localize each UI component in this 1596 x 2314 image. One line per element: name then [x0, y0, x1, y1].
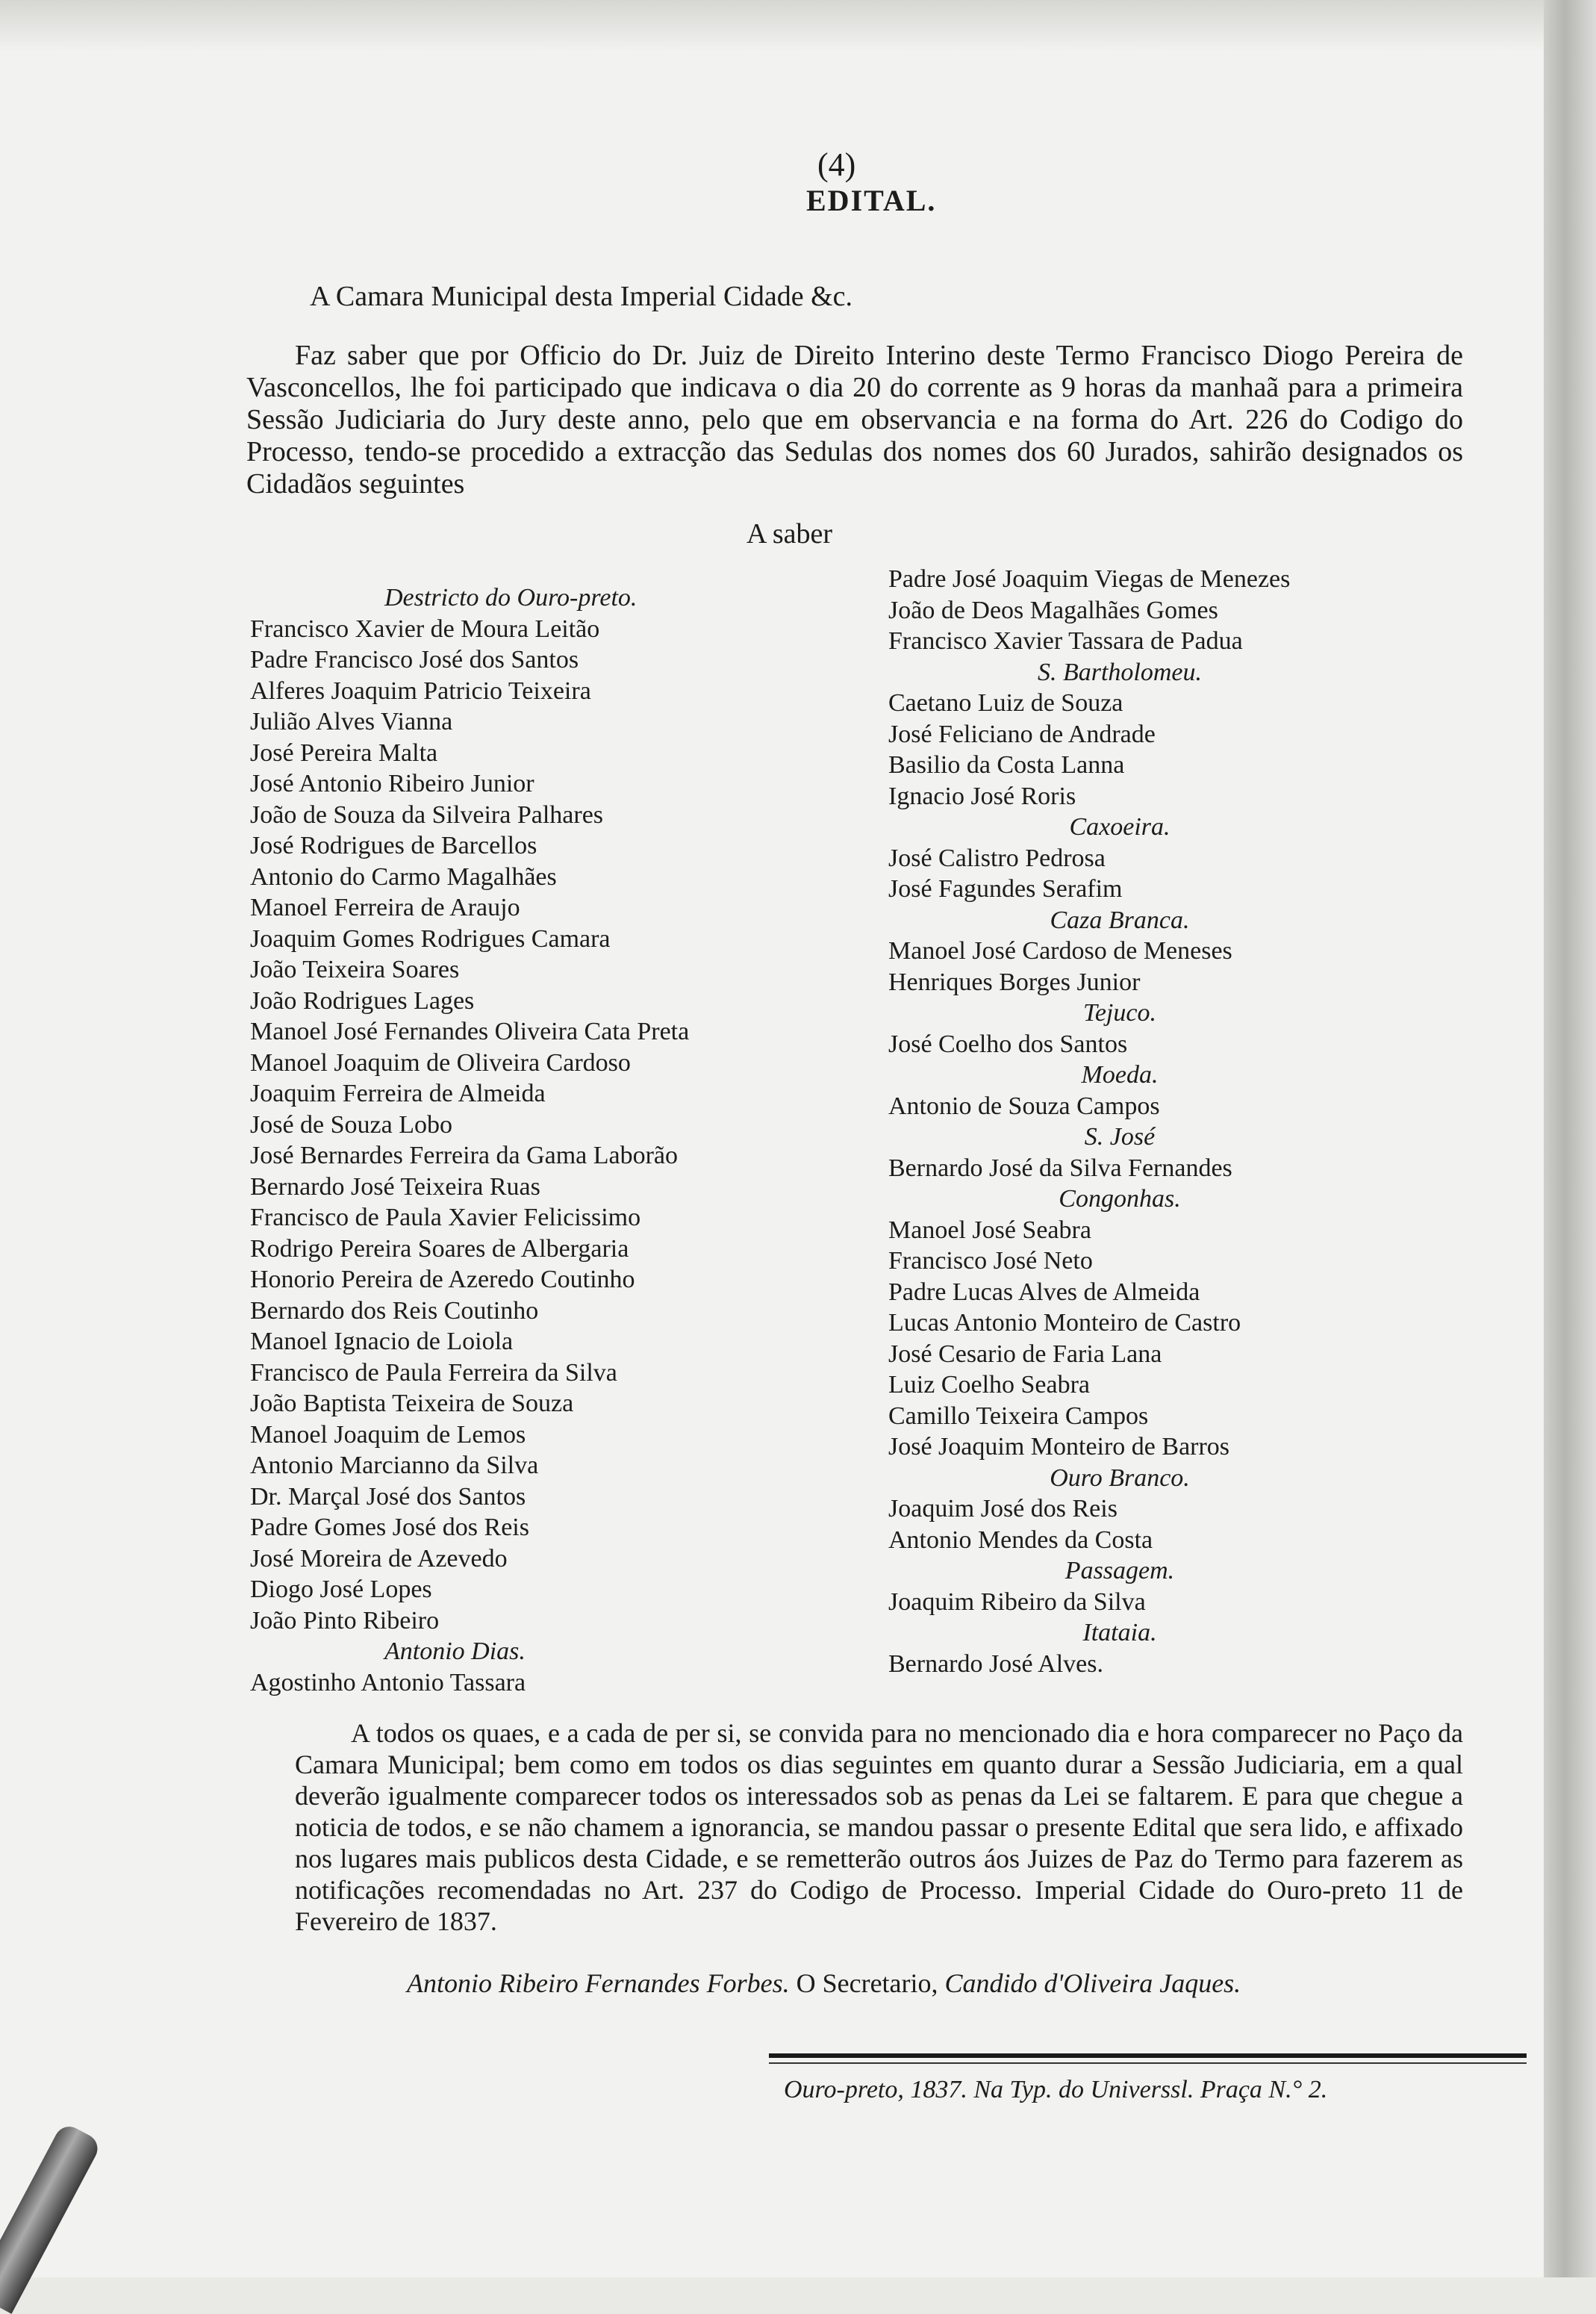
juror-name: Antonio Mendes da Costa	[888, 1525, 1153, 1554]
juror-name: Joaquim Ribeiro da Silva	[888, 1587, 1146, 1616]
district-heading: S. Bartholomeu.	[1037, 658, 1203, 686]
juror-name: Francisco Xavier Tassara de Padua	[888, 627, 1243, 655]
juror-name: João de Souza da Silveira Palhares	[250, 800, 604, 829]
district-heading: Itataia.	[1082, 1619, 1157, 1646]
juror-name: João Pinto Ribeiro	[250, 1606, 440, 1635]
juror-name: José Moreira de Azevedo	[250, 1544, 508, 1573]
juror-name: João Teixeira Soares	[250, 956, 460, 983]
juror-name: Joaquim Ferreira de Almeida	[250, 1080, 546, 1107]
juror-name: Dr. Marçal José dos Santos	[250, 1482, 526, 1511]
juror-name: Basilio da Costa Lanna	[888, 751, 1125, 779]
district-heading: S. José	[1084, 1123, 1156, 1151]
juror-name: Padre José Joaquim Viegas de Menezes	[888, 565, 1291, 593]
page-top-shadow	[0, 0, 1596, 52]
district-heading: Passagem.	[1064, 1557, 1175, 1584]
juror-name: Agostinho Antonio Tassara	[250, 1668, 526, 1696]
juror-name: João Baptista Teixeira de Souza	[250, 1390, 574, 1417]
district-heading: Antonio Dias.	[384, 1637, 526, 1665]
juror-name: José Feliciano de Andrade	[888, 720, 1156, 748]
juror-name: Alferes Joaquim Patricio Teixeira	[250, 677, 591, 705]
juror-name: José Bernardes Ferreira da Gama Laborão	[250, 1142, 679, 1169]
signature-line	[407, 1968, 1241, 1999]
district-heading: Moeda.	[1081, 1061, 1159, 1089]
juror-name: Henriques Borges Junior	[888, 968, 1141, 996]
district-heading: Caza Branca.	[1050, 906, 1190, 934]
juror-name: Bernardo dos Reis Coutinho	[250, 1296, 539, 1325]
juror-name: Ignacio José Roris	[888, 782, 1076, 810]
printer-imprint: Ouro-preto, 1837. Na Typ. do Universsl. Praça N.° 2.	[784, 2076, 1328, 2103]
juror-name: José Coelho dos Santos	[888, 1030, 1128, 1058]
juror-name: Manoel Joaquim de Oliveira Cardoso	[250, 1048, 631, 1077]
juror-name: Manoel José Fernandes Oliveira Cata Preta	[250, 1018, 690, 1045]
footer-rule-thin	[769, 2062, 1527, 2064]
juror-name: Manoel Ferreira de Araujo	[250, 894, 520, 921]
juror-name: José Antonio Ribeiro Junior	[250, 770, 534, 797]
juror-name: José Rodrigues de Barcellos	[250, 832, 537, 859]
pen-object	[0, 2121, 103, 2314]
jurors-left-column	[250, 582, 892, 1698]
juror-name: Manoel Ignacio de Loiola	[250, 1328, 514, 1355]
jurors-right-column	[888, 564, 1486, 1679]
a-saber-label: A saber	[746, 518, 833, 550]
page-title: EDITAL.	[806, 184, 937, 217]
juror-name: José Pereira Malta	[250, 738, 438, 767]
juror-name: Joaquim José dos Reis	[888, 1495, 1117, 1523]
juror-name: Manoel José Cardoso de Meneses	[888, 937, 1232, 965]
juror-name: Rodrigo Pereira Soares de Albergaria	[250, 1234, 629, 1263]
district-heading: Tejuco.	[1083, 999, 1156, 1027]
juror-name: Antonio do Carmo Magalhães	[250, 862, 557, 891]
juror-name: José Fagundes Serafim	[888, 875, 1123, 903]
juror-name: Francisco José Neto	[888, 1247, 1093, 1275]
juror-name: José Joaquim Monteiro de Barros	[888, 1433, 1230, 1461]
juror-name: Manoel Joaquim de Lemos	[250, 1420, 526, 1449]
district-heading: Destricto do Ouro-preto.	[384, 584, 638, 612]
juror-name: Padre Gomes José dos Reis	[250, 1514, 529, 1541]
intro-paragraph: Faz saber que por Officio do Dr. Juiz de Direito Interino deste Termo Francisco Diogo Pereira de Vasconcellos, lhe foi participado que indicava o dia 20 do corrente as 9 horas da manhaã para a primeira Sessão Judiciaria do Jury deste anno, pelo que em observancia e na forma do Art. 226 do Codigo do Processo, tendo-se procedido a extracção das Sedulas dos nomes dos 60 Jurados, sahirão designados os Cidadãos seguintes	[246, 340, 1463, 500]
juror-name: Caetano Luiz de Souza	[888, 689, 1123, 717]
juror-name: Luiz Coelho Seabra	[888, 1371, 1091, 1399]
juror-name: João de Deos Magalhães Gomes	[888, 596, 1218, 624]
secretary-label: O Secretario,	[796, 1968, 938, 1998]
page-number: (4)	[817, 146, 856, 183]
juror-name: João Rodrigues Lages	[250, 986, 475, 1015]
juror-name: Joaquim Gomes Rodrigues Camara	[250, 924, 611, 953]
footer-rule-thick	[769, 2053, 1527, 2058]
juror-name: Diogo José Lopes	[250, 1576, 432, 1603]
juror-name: Bernardo José da Silva Fernandes	[888, 1154, 1232, 1182]
juror-name: José Cesario de Faria Lana	[888, 1340, 1162, 1368]
juror-name: Francisco Xavier de Moura Leitão	[250, 615, 600, 643]
juror-name: Antonio Marcianno da Silva	[250, 1452, 539, 1479]
closing-paragraph: A todos os quaes, e a cada de per si, se convida para no mencionado dia e hora comparecer no Paço da Camara Municipal; bem como em todos os dias seguintes em quanto durar a Sessão Judiciaria, em a qual deverão igualmente comparecer todos os interessados sob as penas da Lei se faltarem. E para que chegue a noticia de todos, e se não chamem a ignorancia, se mandou passar o presente Edital que sera lido, e affixado nos lugares mais publicos desta Cidade, e se remetterão outros áos Juizes de Paz do Termo para fazerem as notificações recomendadas no Art. 237 do Codigo de Processo. Imperial Cidade do Ouro-preto 11 de Fevereiro de 1837.	[295, 1718, 1463, 1936]
juror-name: Honorio Pereira de Azeredo Coutinho	[250, 1266, 635, 1293]
juror-name: Francisco de Paula Xavier Felicissimo	[250, 1204, 641, 1231]
juror-name: Julião Alves Vianna	[250, 708, 453, 735]
juror-name: Bernardo José Teixeira Ruas	[250, 1172, 540, 1201]
district-heading: Ouro Branco.	[1050, 1464, 1190, 1492]
juror-name: Francisco de Paula Ferreira da Silva	[250, 1358, 617, 1387]
president-signature: Antonio Ribeiro Fernandes Forbes.	[407, 1968, 790, 1998]
juror-name: Bernardo José Alves.	[888, 1649, 1104, 1678]
juror-name: José Calistro Pedrosa	[888, 844, 1106, 872]
juror-name: Padre Lucas Alves de Almeida	[888, 1278, 1200, 1306]
juror-name: Manoel José Seabra	[888, 1216, 1091, 1244]
juror-name: Lucas Antonio Monteiro de Castro	[888, 1309, 1241, 1337]
juror-name: Camillo Teixeira Campos	[888, 1402, 1149, 1430]
juror-name: José de Souza Lobo	[250, 1110, 453, 1139]
district-heading: Congonhas.	[1059, 1185, 1181, 1213]
page-binding-edge	[1544, 0, 1596, 2277]
juror-name: Antonio de Souza Campos	[888, 1092, 1160, 1120]
district-heading: Caxoeira.	[1069, 813, 1170, 841]
secretary-signature: Candido d'Oliveira Jaques.	[944, 1968, 1241, 1998]
juror-name: Padre Francisco José dos Santos	[250, 646, 579, 674]
subheading: A Camara Municipal desta Imperial Cidade &c.	[310, 281, 853, 312]
